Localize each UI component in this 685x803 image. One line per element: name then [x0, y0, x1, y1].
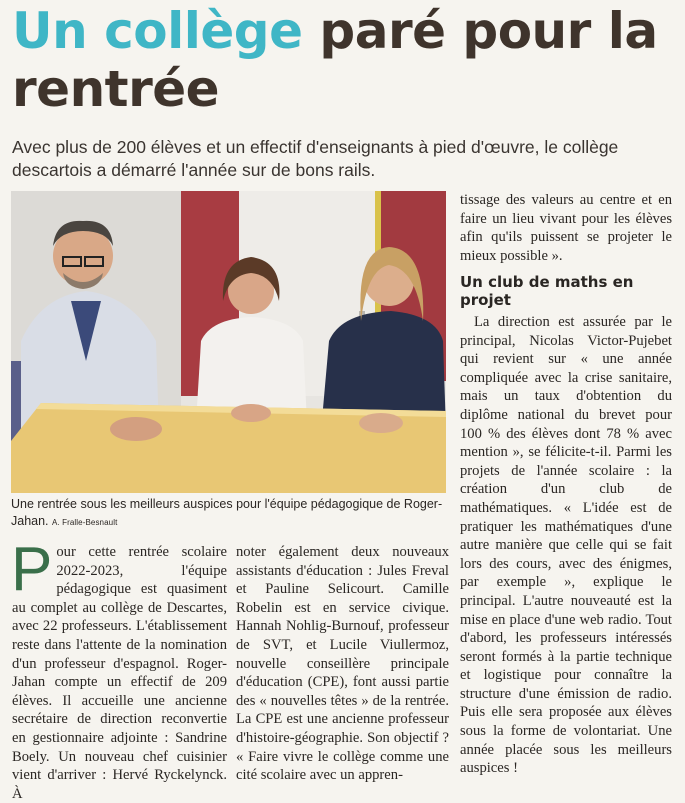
photo-credit: A. Fralle-Besnault — [52, 518, 118, 527]
headline-accent: Un collège — [12, 2, 303, 60]
article-column-3-bottom — [460, 313, 672, 778]
team-photo-illustration — [11, 191, 446, 493]
column-3-bottom-text: La direction est assurée par le principal, Nicolas Victor-Pujebet qui revient sur « une année compliquée avec la crise sanitaire, mais un taux d'obtention du diplôme national du brevet pour 100 % des élèves dont 78 % avec mention », se félicite-t-il. Parmi les projets de l'année scolaire : la création d'un club de mathématiques. « L'idée est de pratiquer les mathématiques d'une autre manière que celle qui se fait lors des cours, avec des énigmes, par exemple », explique le principal. L'autre nouveauté est la mise en place d'une web radio. Tout d'abord, les professeurs intéressés seront formés à la partie technique et logistique pour connaître la structure d'une émission de radio. Puis elle sera proposée aux élèves sous la forme de volontariat. Une année placée sous les meilleurs auspices ! — [460, 314, 672, 777]
article-column-2: noter également deux nouveaux assistants d'éducation : Jules Freval et Pauline Selicourt. Camille Robelin est en service civique. Hannah Nohlig-Burnouf, professeur de SVT, et Lucile Viullermoz, nouvelle conseillère principale d'éducation (CPE), font aussi partie des « nouvelles têtes » de la rentrée. La CPE est une ancienne professeur d'histoire-géographie. Son objectif ? « Faire vivre le collège comme une cité scolaire avec un appren- — [236, 544, 449, 784]
headline-rest: paré pour la rentrée — [12, 2, 658, 118]
column-1-text: our cette rentrée scolaire 2022-2023, l'équipe pédagogique est quasiment au complet au collège de Descartes, avec 22 professeurs. L'établissement reste dans l'attente de la nomination d'un professeur d'espagnol. Roger-Jahan compte un effectif de 209 élèves. Il accueille une ancienne secrétaire de direction reconvertie en gestionnaire adjointe : Sandrine Boely. Un nouveau chef cuisinier vient d'arriver : Hervé Ryckelynck. À — [12, 544, 227, 802]
article-column-1 — [11, 535, 227, 803]
article-column-3-top: tissage des valeurs au centre et en faire un lieu vivant pour les élèves afin qu'ils puissent se projeter le mieux possible ». — [460, 192, 672, 264]
photo-caption — [11, 496, 446, 531]
caption-text: Une rentrée sous les meilleurs auspices pour l'équipe pédagogique de Roger-Jahan. — [11, 497, 443, 528]
standfirst: Avec plus de 200 élèves et un effectif d'enseignants à pied d'œuvre, le collège descartois a démarré l'année sur de bons rails. — [12, 137, 619, 180]
drop-cap: P — [11, 535, 53, 604]
team-photo — [11, 191, 446, 493]
headline — [12, 2, 677, 118]
subheading: Un club de maths en projet — [460, 273, 634, 309]
